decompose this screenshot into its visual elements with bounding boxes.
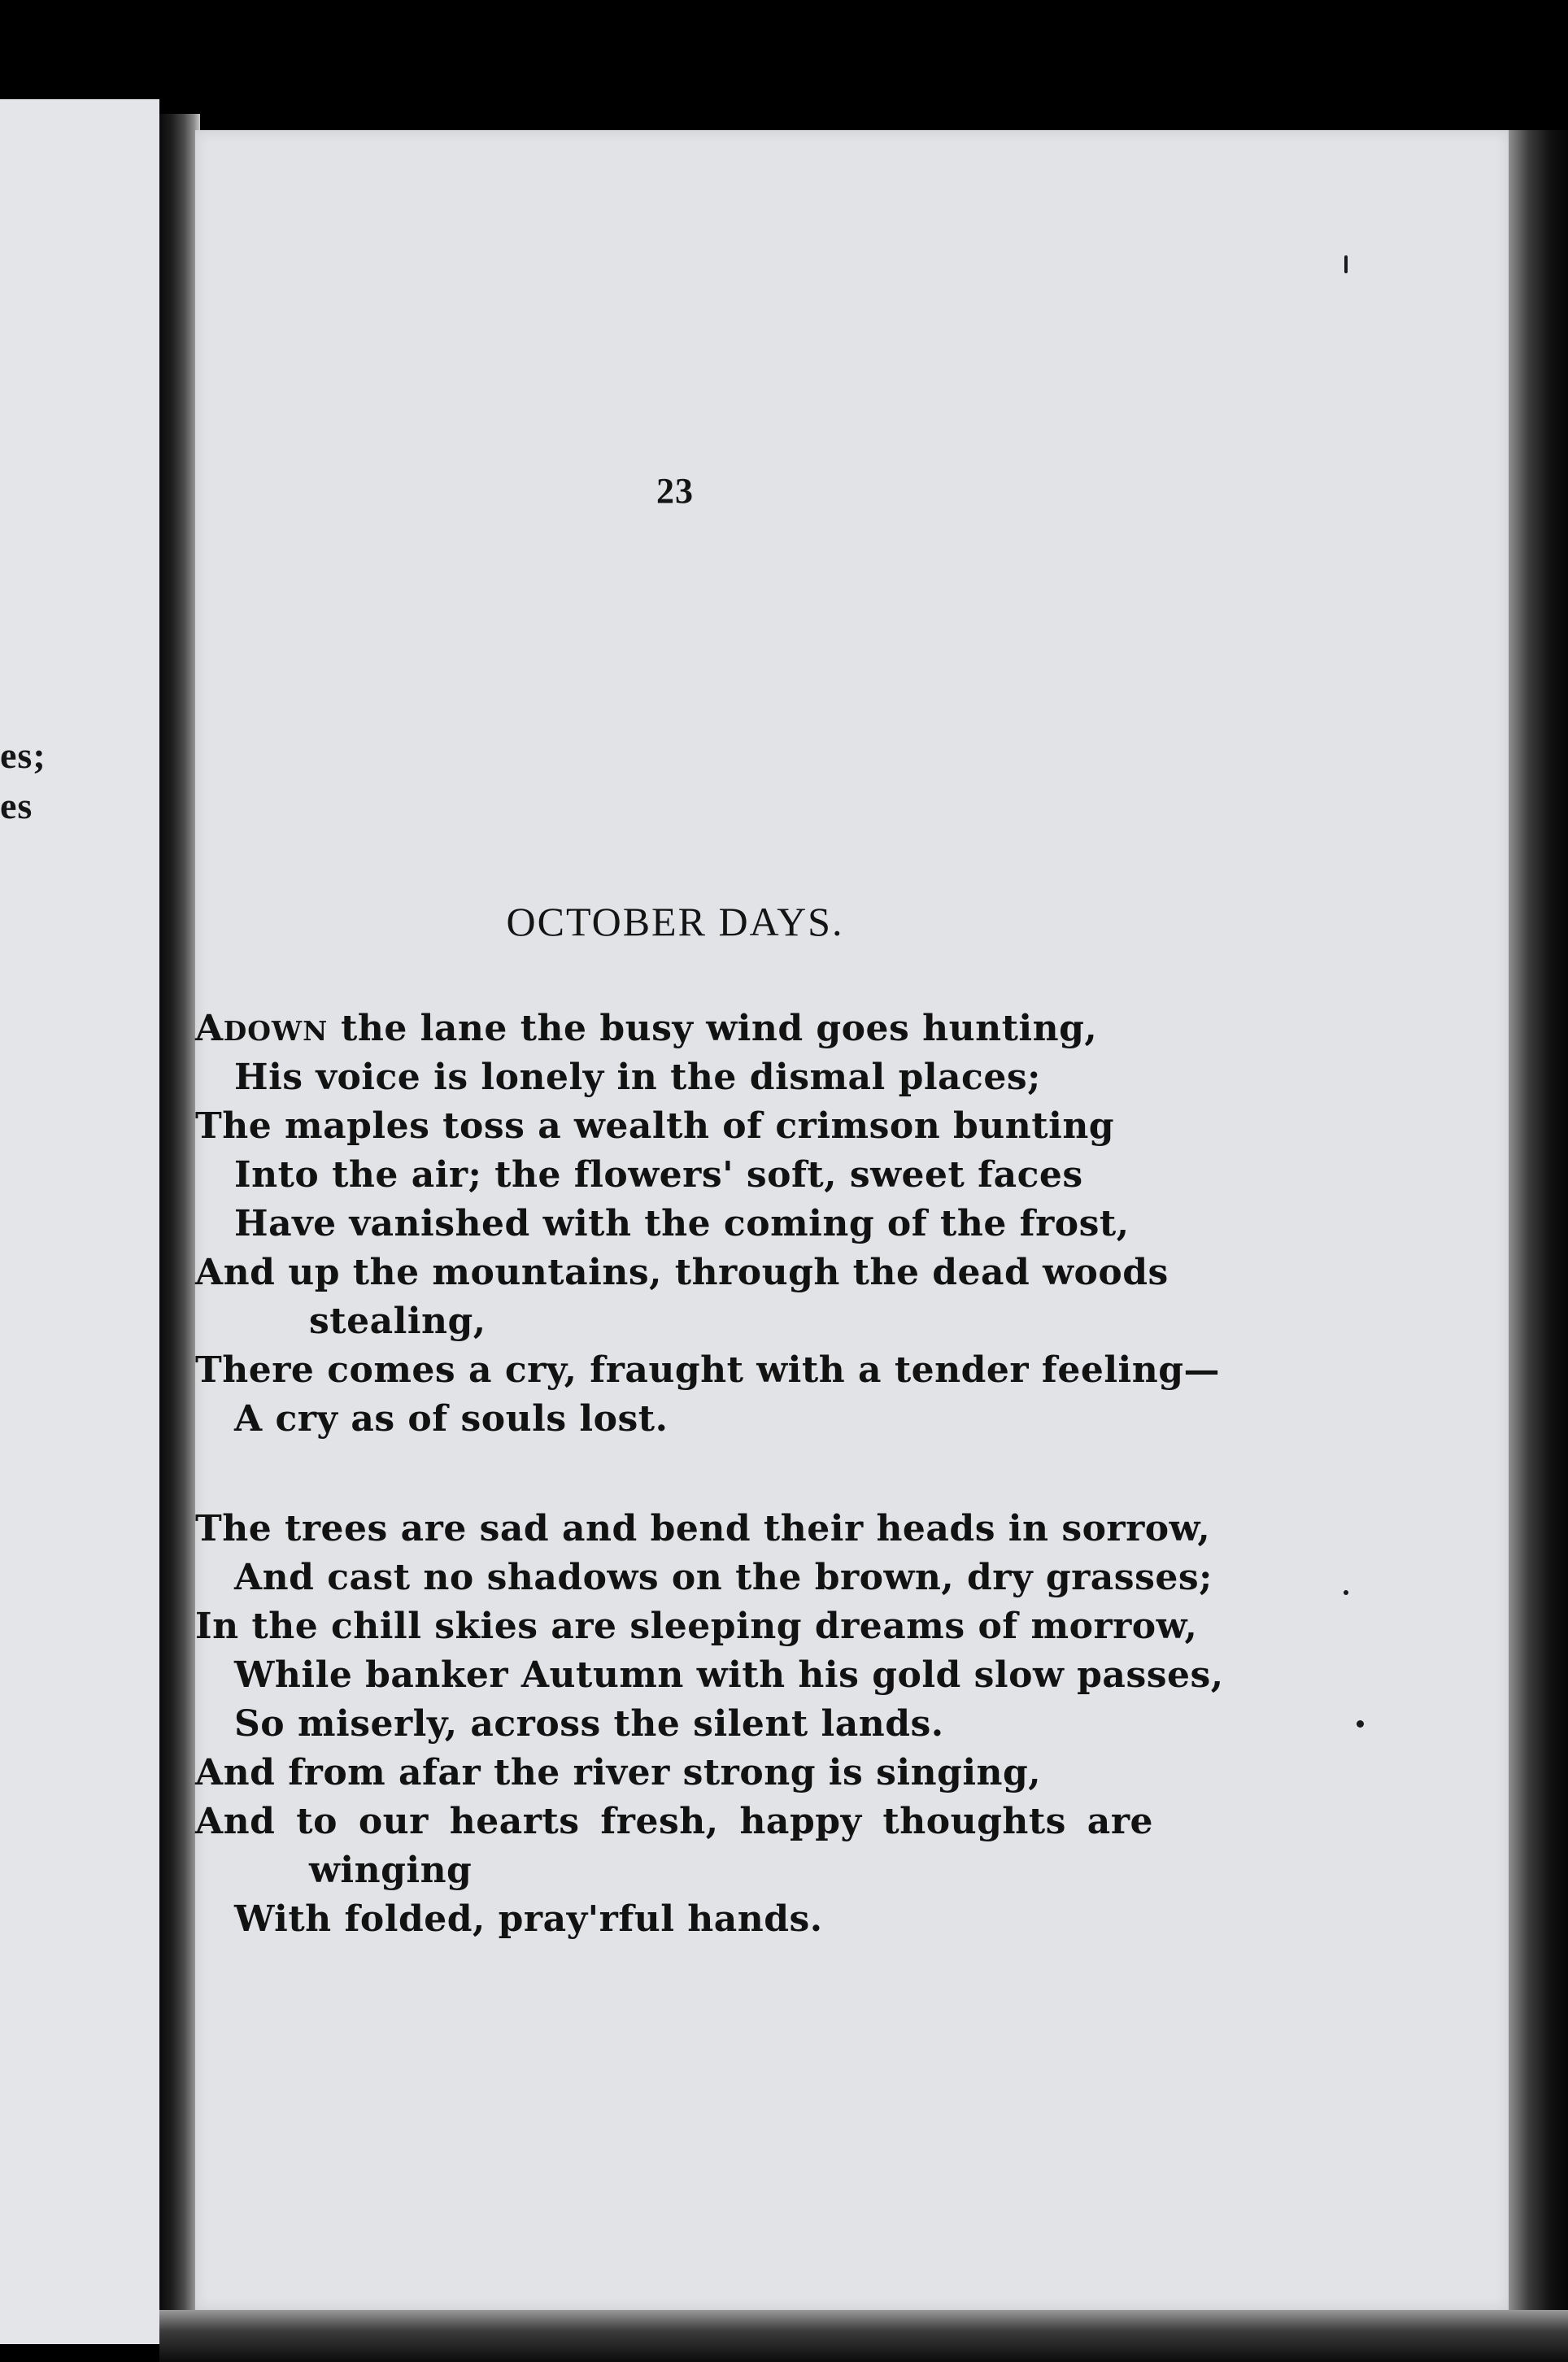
poem-line-runover: stealing, xyxy=(309,1301,486,1342)
right-page-edge xyxy=(1509,130,1568,2362)
poem-line-text: the lane the busy wind goes hunting, xyxy=(328,1008,1098,1049)
poem-line: While banker Autumn with his gold slow passes, xyxy=(234,1654,1224,1696)
poem-line: There comes a cry, fraught with a tender feeling— xyxy=(195,1349,1221,1391)
scan-speck xyxy=(1344,255,1348,273)
small-caps-lead: DOWN xyxy=(223,1015,329,1047)
page-number: 23 xyxy=(656,471,694,511)
poem-line: So miserly, across the silent lands. xyxy=(234,1703,944,1745)
poem-line: And from afar the river strong is singing, xyxy=(195,1752,1042,1793)
poem-line: And to our hearts fresh, happy thoughts are xyxy=(195,1801,1153,1842)
book-gutter xyxy=(159,114,200,2342)
poem-stanza-2 xyxy=(195,1505,1415,1944)
poem-line: And up the mountains, through the dead woods xyxy=(195,1252,1169,1293)
poem-line: Into the air; the flowers' soft, sweet faces xyxy=(234,1154,1083,1196)
bottom-page-edge xyxy=(159,2310,1568,2362)
poem-line: In the chill skies are sleeping dreams of morrow, xyxy=(195,1606,1198,1647)
poem-line: With folded, pray'rful hands. xyxy=(234,1898,823,1940)
poem-line: Have vanished with the coming of the frost, xyxy=(234,1203,1130,1244)
poem-line: The trees are sad and bend their heads in sorrow, xyxy=(195,1508,1211,1549)
poem-line xyxy=(195,1005,1415,1053)
poem-line: The maples toss a wealth of crimson bunting xyxy=(195,1105,1115,1147)
drop-capital: A xyxy=(195,1008,224,1049)
left-page-edge xyxy=(0,99,159,2344)
poem-stanza-1 xyxy=(195,1005,1415,1444)
poem-line: And cast no shadows on the brown, dry grasses; xyxy=(234,1557,1213,1598)
left-page-fragment: es; xyxy=(0,734,46,776)
scan-speck xyxy=(1344,1590,1348,1595)
poem-line: A cry as of souls lost. xyxy=(234,1398,669,1440)
poem-line-runover: winging xyxy=(309,1850,473,1891)
book-page xyxy=(195,130,1509,2310)
left-page-fragment: es xyxy=(0,785,33,826)
scan-speck xyxy=(1357,1720,1364,1728)
poem-line: His voice is lonely in the dismal places; xyxy=(234,1057,1041,1098)
poem-title: OCTOBER DAYS. xyxy=(506,899,844,944)
